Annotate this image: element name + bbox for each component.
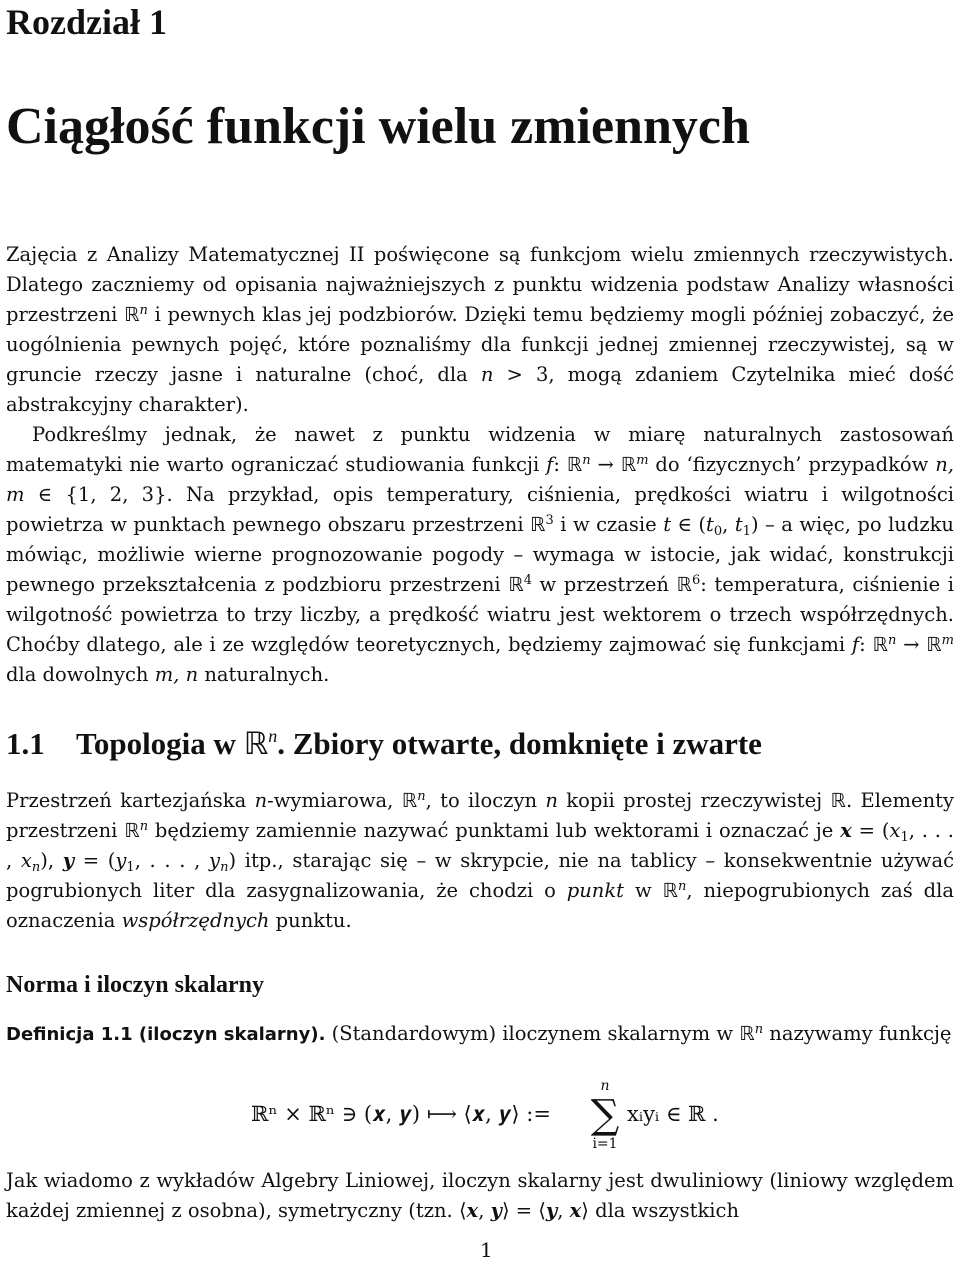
formula-left-side: ℝⁿ × ℝⁿ ∋ (𝒙, 𝒚) ⟼ ⟨𝒙, 𝒚⟩ := [251,1102,551,1126]
emphasis-punkt: punkt [566,879,625,902]
chapter-label: Rozdział 1 [6,2,167,42]
section-heading: 1.1 Topologia w ℝ$^n$. Zbiory otwarte, domknięte i zwarte [6,726,762,762]
emphasis-wspolrzednych: współrzędnych [121,909,270,932]
definition-label: Definicja 1.1 (iloczyn skalarny). [6,1024,326,1045]
intro-paragraph-1: Zajęcia z Analizy Matematycznej II poświęcone są funkcjom wielu zmiennych rzeczywistych. Dlatego zaczniemy od opisania najważniejszych z punktu widzenia podstaw Analizy własności przestrzeni ℝ$^n$ i pewnych klas jej podzbiorów. Dzięki temu będziemy mogli później zobaczyć, że uogólnienia pewnych pojęć, które poznaliśmy dla funkcji jednej zmiennej rzeczywistej, są w gruncie rzeczy jasne i naturalne (choć, dla n > 3, mogą zdaniem Czytelnika mieć dość abstrakcyjny charakter). [6,243,955,416]
definition-1-1: Definicja 1.1 (iloczyn skalarny). (Standardowym) iloczynem skalarnym w ℝ$^n$ nazywamy funkcję [6,1022,952,1045]
closing-paragraph: Jak wiadomo z wykładów Algebry Liniowej, iloczyn skalarny jest dwuliniowy (liniowy względem każdej zmiennej z osobna), symetryczny (tzn. ⟨x, y⟩ = ⟨y, x⟩ dla wszystkich [6,1169,954,1222]
summation-operator: n ∑ i=1 [590,1078,620,1152]
intro-paragraph-2: Podkreślmy jednak, że nawet z punktu widzenia w miarę naturalnych zastosowań matematyki nie warto ograniczać studiowania funkcji f: ℝ$^n$ → ℝ$^m$ do ‘fizycznych’ przypadków n, m ∈ {1, 2, 3}. Na przykład, opis temperatury, ciśnienia, prędkości wiatru i wilgotności powietrza w punktach pewnego obszaru przestrzeni ℝ$^3$ i w czasie t ∈ ($t_0$, $t_1$) – a więc, po ludzku mówiąc, możliwie wierne prognozowanie pogody – wymaga w istocie, jak widać, konstrukcji pewnego przekształcenia z podzbioru przestrzeni ℝ$^4$ w przestrzeń ℝ$^6$: temperatura, ciśnienie i wilgotność powietrza to trzy liczby, a prędkość wiatru jest wektorem o trzech współrzędnych. Choćby dlatego, ale i ze względów teoretycznych, będziemy zajmować się funkcjami f: ℝ$^n$ → ℝ$^m$ dla dowolnych m, n naturalnych. [6,423,954,686]
formula-right-side: xᵢyᵢ ∈ ℝ . [627,1102,719,1126]
subsection-heading: Norma i iloczyn skalarny [6,972,264,998]
page-number: 1 [480,1238,493,1262]
inner-product-formula [251,1078,771,1158]
section-number: 1.1 [6,726,45,761]
section-paragraph: Przestrzeń kartezjańska n-wymiarowa, ℝ$^n$, to iloczyn n kopii prostej rzeczywistej ℝ. Elementy przestrzeni ℝ$^n$ będziemy zamiennie nazywać punktami lub wektorami i oznaczać je $x = (x_1$, . . . , $x_n$), $y = (y_1$, . . . , $y_n$) itp., starając się – w skrypcie, nie na tablicy – konsekwentnie używać pogrubionych liter dla zasygnalizowania, że chodzi o punkt w ℝ$^n$, niepogrubionych zaś dla oznaczenia współrzędnych punktu. [6,789,955,932]
chapter-title: Ciągłość funkcji wielu zmiennych [6,98,750,155]
